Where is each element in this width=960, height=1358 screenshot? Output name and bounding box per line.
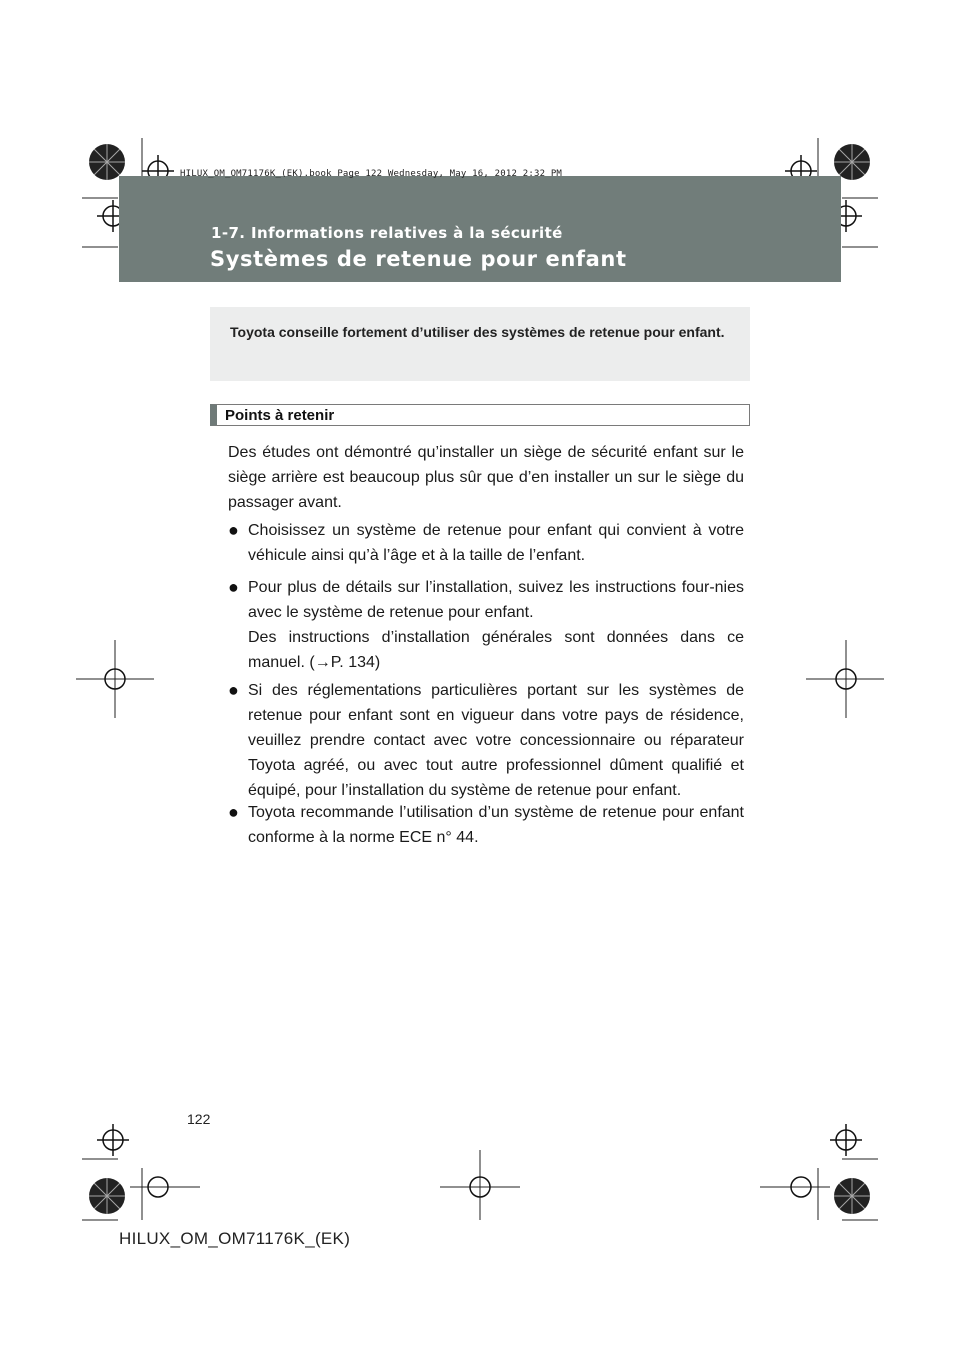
list-item-text: Toyota recommande l’utilisation d’un système de retenue pour enfant conforme à la norme ECE n° 44. <box>248 804 744 846</box>
book-file-info: HILUX_OM_OM71176K_(EK).book Page 122 Wednesday, May 16, 2012 2:32 PM <box>180 169 563 179</box>
list-item-text: Si des réglementations particulières portant sur les systèmes de retenue pour enfant sont en vigueur dans votre pays de résidence, veuillez prendre contact avec votre concessionnaire ou réparateur Toyota agréé, ou avec tout autre professionnel dûment qualifié et équipé, pour l’installation du système de retenue pour enfant. <box>248 682 744 799</box>
list-item-text: Des instructions d’installation générales sont données dans ce manuel. (→P. 134) <box>248 629 744 671</box>
bullet-icon: ● <box>228 802 239 822</box>
subheading-box <box>210 404 750 426</box>
intro-text: Toyota conseille fortement d’utiliser des systèmes de retenue pour enfant. <box>230 324 725 340</box>
list-item-text: Pour plus de détails sur l’installation, suivez les instructions four-nies avec le système de retenue pour enfant. <box>248 579 744 621</box>
page-number: 122 <box>187 1111 211 1127</box>
body-paragraph: Des études ont démontré qu’installer un siège de sécurité enfant sur le siège arrière est beaucoup plus sûr que d’en installer un sur le siège du passager avant. <box>228 444 744 511</box>
bullet-icon: ● <box>228 520 239 540</box>
section-label: 1-7. Informations relatives à la sécurité <box>211 224 563 242</box>
subheading: Points à retenir <box>225 407 335 424</box>
document-code: HILUX_OM_OM71176K_(EK) <box>119 1229 351 1248</box>
list-item-text: Choisissez un système de retenue pour enfant qui convient à votre véhicule ainsi qu’à l’âge et à la taille de l’enfant. <box>248 522 744 564</box>
bullet-icon: ● <box>228 577 239 597</box>
bullet-icon: ● <box>228 680 239 700</box>
page-title: Systèmes de retenue pour enfant <box>210 247 627 271</box>
